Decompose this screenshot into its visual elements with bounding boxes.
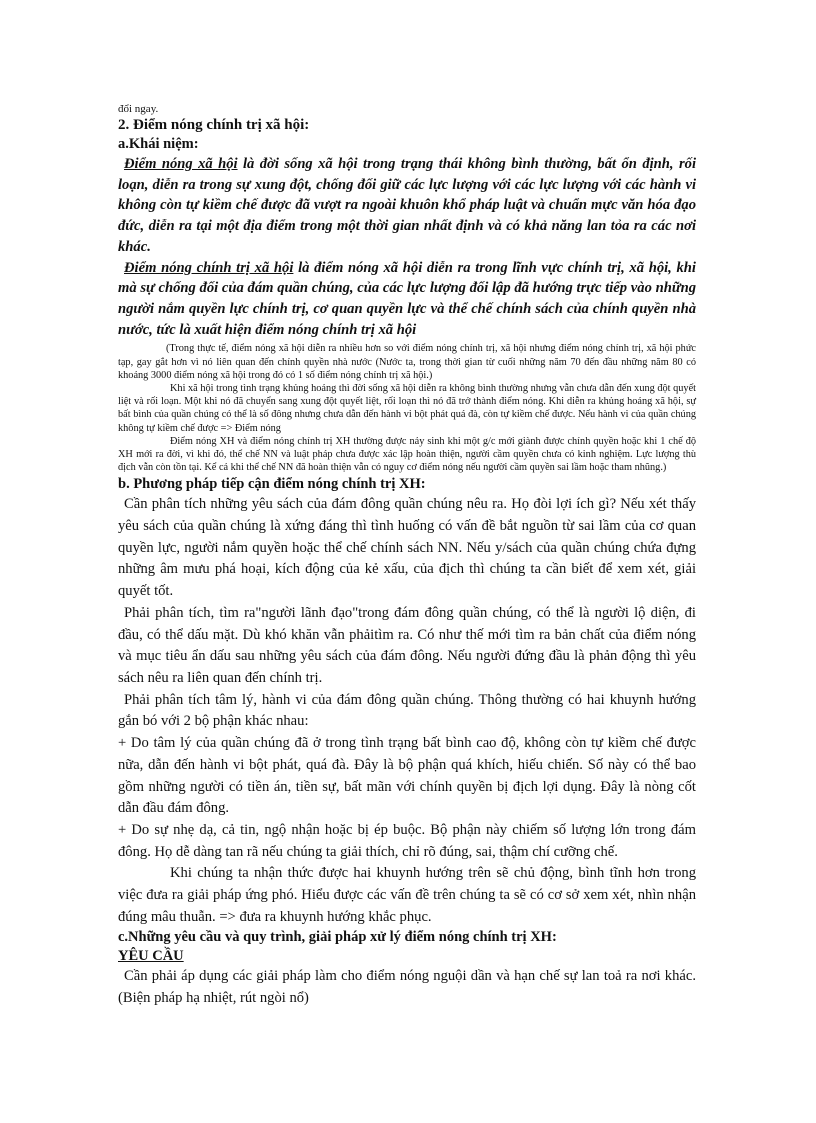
body-paragraph: + Do sự nhẹ dạ, cả tin, ngộ nhận hoặc bị ép buộc. Bộ phận này chiếm số lượng lớn trong đám đông. Họ dễ dàng tan rã nếu chúng ta giải thích, chỉ rõ đúng, sai, thậm chí cưỡng chế. — [118, 821, 696, 860]
definition-term: Điểm nóng xã hội — [124, 156, 238, 172]
subheading-b: b. Phương pháp tiếp cận điểm nóng chính trị XH: — [118, 476, 426, 493]
document-page — [118, 102, 696, 1010]
requirements-heading: YÊU CẦU — [118, 948, 184, 965]
subheading-a: a.Khái niệm: — [118, 136, 199, 152]
note-paragraph: Khi xã hội trong tình trạng khủng hoảng thì đời sống xã hội diễn ra không bình thường nhưng vẫn chưa dẫn đến xung đột quyết liệt và rối loạn. Một khi nó đã chuyển sang xung đột quyết liệt, rối loạn thì nó đã trở thành điểm nóng. Khi diễn ra khủng hoảng xã hội, sự bất bình của quần chúng có thể là số đông nhưng chưa dẫn đến hành vi bột phát quá đà, còn tự kiềm chế được. Nếu hành vi của quần chúng không tự kiềm chế được => Điểm nóng — [118, 382, 696, 434]
body-paragraph: Cần phân tích những yêu sách của đám đông quần chúng nêu ra. Họ đòi lợi ích gì? Nếu xét thấy yêu sách của quần chúng là xứng đáng thì tình huống có vấn đề bắt nguồn từ sai lầm của cơ quan quyền lực, người nắm quyền hoặc thể chế chính sách NN. Nếu y/sách của quần chúng chứa đựng những âm mưu phá hoại, kích động của kẻ xấu, của địch thì chúng ta cần biết để xem xét, giải quyết tốt. — [118, 496, 696, 600]
body-paragraph: Phải phân tích tâm lý, hành vi của đám đông quần chúng. Thông thường có hai khuynh hướng gắn bó với 2 bộ phận khác nhau: — [118, 691, 696, 730]
definition-body: là điểm nóng xã hội diễn ra trong lĩnh vực chính trị, xã hội, khi mà sự chống đối của đám quần chúng, của các lực lượng đối lập đã hướng trực tiếp vào những người nắm quyền lực chính trị, cơ quan quyền lực và thể chế chính sách của chính quyền nhà nước, tức là xuất hiện điểm nóng chính trị xã hội — [118, 259, 696, 338]
body-paragraph: Cần phải áp dụng các giải pháp làm cho điểm nóng nguội dần và hạn chế sự lan toả ra nơi khác. (Biện pháp hạ nhiệt, rút ngòi nổ) — [118, 968, 696, 1007]
body-paragraph: + Do tâm lý của quần chúng đã ở trong tình trạng bất bình cao độ, không còn tự kiềm chế được nữa, dẫn đến hành vi bột phát, quá đà. Đây là bộ phận quá khích, hiếu chiến. Số này có thể bao gồm những người có tiền án, tiền sự, bất mãn với chính quyền bị địch lợi dụng. Đây là nòng cốt dẫn đầu đám đông. — [118, 735, 696, 817]
definition-political-hotspot — [118, 258, 696, 341]
subheading-c: c.Những yêu cầu và quy trình, giải pháp xử lý điểm nóng chính trị XH: — [118, 929, 557, 946]
body-paragraph: Phải phân tích, tìm ra"người lãnh đạo"trong đám đông quần chúng, có thể là người lộ diện, đi đầu, có thể dấu mặt. Dù khó khăn vẫn phảitìm ra. Có như thế mới tìm ra bản chất của điểm nóng và mục tiêu ẩn dấu sau những yêu sách của đám đông. Nếu người đứng đầu là phản động thì yêu sách nêu ra liên quan đến chính trị. — [118, 604, 696, 686]
note-paragraph: (Trong thực tế, điểm nóng xã hội diễn ra nhiều hơn so với điểm nóng chính trị, xã hội nhưng điểm nóng chính trị, xã hội phức tạp, gay gắt hơn vì nó liên quan đến chính quyền nhà nước (Nước ta, trong thời gian từ cuối những năm 70 đến đầu những năm 80 có khoảng 3000 điểm nóng xã hội trong đó có 1 số điểm nóng chính trị xã hội.) — [118, 343, 696, 381]
body-paragraph: Khi chúng ta nhận thức được hai khuynh hướng trên sẽ chủ động, bình tĩnh hơn trong việc đưa ra giải pháp ứng phó. Hiểu được các vấn đề trên chúng ta sẽ có cơ sở xem xét, nhìn nhận đúng mâu thuẫn. => đưa ra khuynh hướng khắc phục. — [118, 865, 696, 925]
definition-social-hotspot — [118, 154, 696, 258]
intro-text: đổi ngay. — [118, 103, 159, 115]
definition-term: Điểm nóng chính trị xã hội — [124, 259, 294, 276]
note-paragraph: Điểm nóng XH và điểm nóng chính trị XH thường được nảy sinh khi một g/c mới giành được chính quyền hoặc khi 1 chế độ XH mới ra đời, vì khi đó, thể chế NN và luật pháp chưa được xác lập hoàn thiện, người cầm quyền chưa có kinh nghiệm. Lực lượng thù địch vẫn còn tồn tại. Kể cả khi thể chế NN đã hoàn thiện vẫn có nguy cơ điểm nóng nếu người cầm quyền sai lầm hoặc tham nhũng.) — [118, 435, 696, 474]
definition-body: là đời sống xã hội trong trạng thái không bình thường, bất ổn định, rối loạn, diễn ra trong sự xung đột, chống đối giữ các lực lượng với các lực lượng với các hành vi không còn tự kiềm chế được đã vượt ra ngoài khuôn khổ pháp luật và chuẩn mực văn hóa đạo đức, diễn ra tại một địa điểm trong một thời gian nhất định và có khả năng lan tỏa ra các nơi khác. — [118, 156, 696, 255]
section-heading-2: 2. Điểm nóng chính trị xã hội: — [118, 117, 310, 133]
